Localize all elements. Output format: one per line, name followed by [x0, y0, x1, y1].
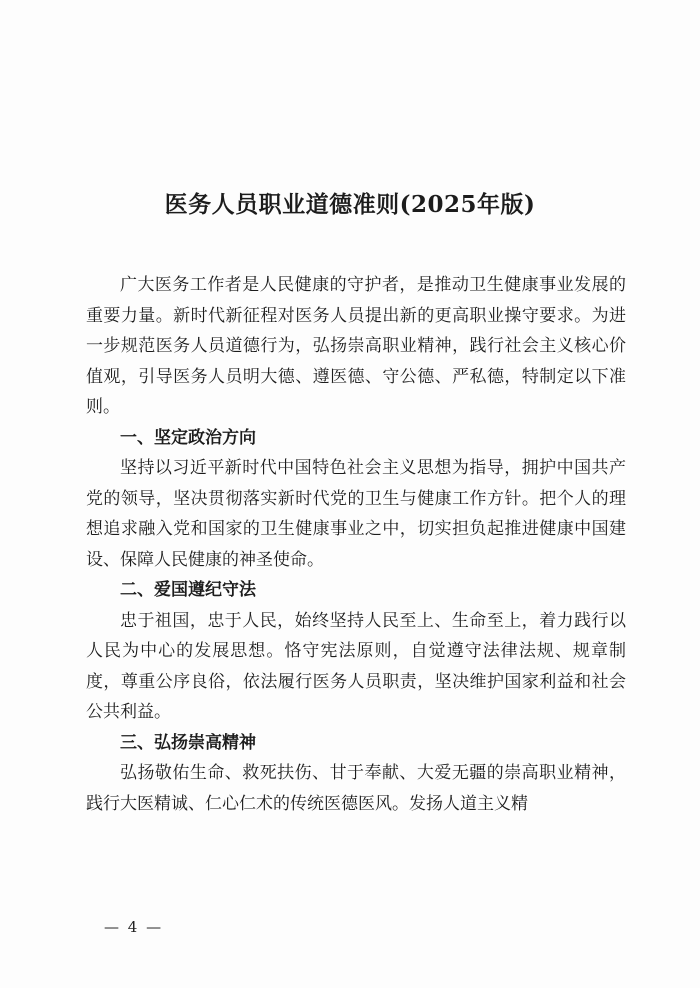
- section-heading-1: 一、坚定政治方向: [120, 427, 256, 448]
- section-heading-3: 三、弘扬崇高精神: [120, 732, 256, 753]
- section-heading-2: 二、爱国遵纪守法: [120, 580, 256, 600]
- document-body: [86, 270, 626, 819]
- page-number: — 4 —: [104, 918, 164, 936]
- section-paragraph-3: 弘扬敬佑生命、救死扶伤、甘于奉献、大爱无疆的崇高职业精神，践行大医精诚、仁心仁术的传统医德医风。发扬人道主义精: [86, 763, 626, 814]
- document-title: 医务人员职业道德准则(2025年版): [164, 191, 536, 218]
- section-paragraph-1: 坚持以习近平新时代中国特色社会主义思想为指导，拥护中国共产党的领导，坚决贯彻落实新时代党的卫生与健康工作方针。把个人的理想追求融入党和国家的卫生健康事业之中，切实担负起推进健康中国建设、保障人民健康的神圣使命。: [86, 458, 626, 570]
- section-paragraph-2: 忠于祖国，忠于人民，始终坚持人民至上、生命至上，着力践行以人民为中心的发展思想。恪守宪法原则，自觉遵守法律法规、规章制度，尊重公序良俗，依法履行医务人员职责，坚决维护国家利益和社会公共利益。: [86, 610, 626, 722]
- intro-paragraph: 广大医务工作者是人民健康的守护者，是推动卫生健康事业发展的重要力量。新时代新征程对医务人员提出新的更高职业操守要求。为进一步规范医务人员道德行为，弘扬崇高职业精神，践行社会主义核心价值观，引导医务人员明大德、遵医德、守公德、严私德，特制定以下准则。: [86, 275, 626, 417]
